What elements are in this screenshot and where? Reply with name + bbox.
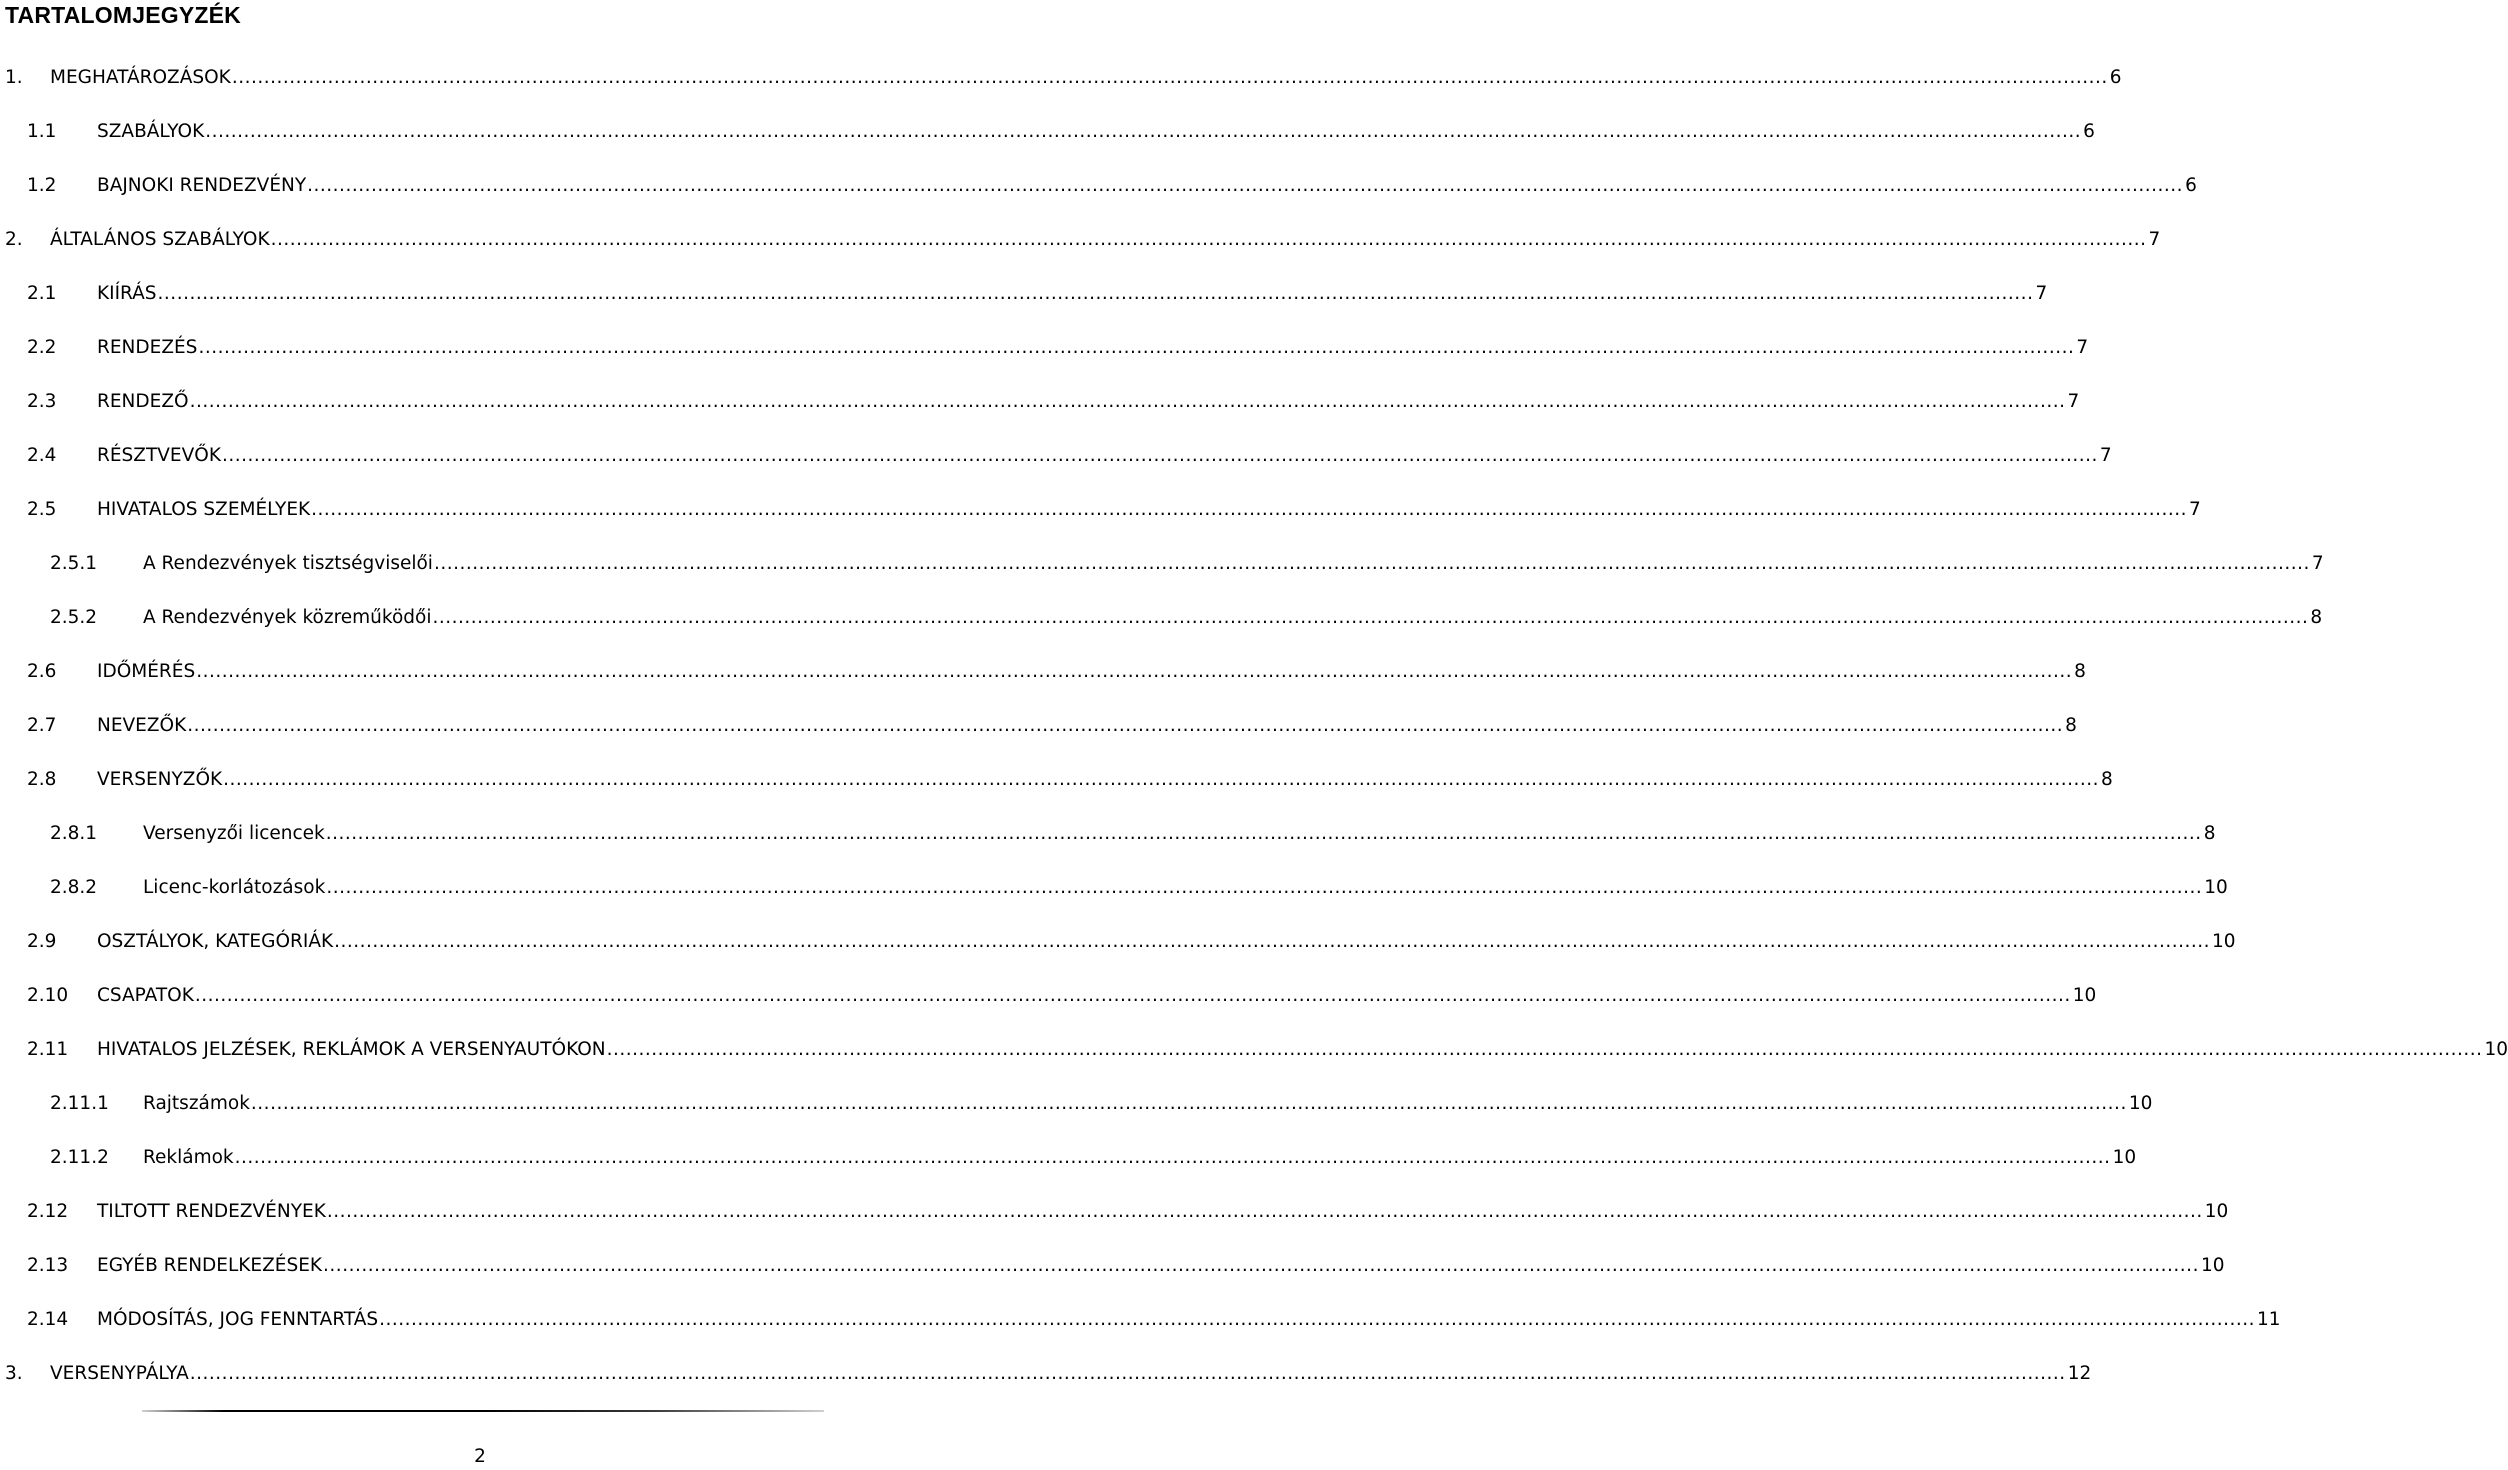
toc-entry[interactable] [0, 332, 2089, 386]
toc-entry-label: OSZTÁLYOK, KATEGÓRIÁK [97, 931, 334, 952]
toc-entry[interactable] [0, 1358, 2092, 1412]
toc-entry-page: 6 [2185, 175, 2197, 196]
toc-entry-page: 7 [2099, 445, 2112, 466]
toc-dot-leader [223, 764, 2099, 796]
toc-entry-label: RENDEZÉS [97, 337, 198, 358]
toc-entry[interactable] [0, 1196, 2229, 1250]
toc-entry-label: NEVEZŐK [97, 715, 187, 736]
toc-entry-page: 10 [2212, 931, 2236, 952]
toc-entry-number: 2.11.2 [50, 1147, 109, 1168]
toc-entry-line [97, 332, 2089, 364]
toc-entry[interactable] [0, 980, 2097, 1034]
toc-dot-leader [307, 170, 2183, 202]
toc-entry-number: 2.5.1 [50, 553, 98, 574]
toc-entry-line [97, 980, 2097, 1012]
toc-entry-page: 7 [2076, 337, 2089, 358]
toc-entry-number: 2.6 [27, 661, 57, 682]
toc-entry-number: 2.11 [27, 1039, 69, 1060]
toc-dot-leader [607, 1034, 2483, 1066]
toc-entry-number: 2.12 [27, 1201, 69, 1222]
toc-entry-page: 10 [2112, 1147, 2137, 1168]
toc-entry-number: 2.2 [27, 337, 57, 358]
toc-dot-leader [379, 1304, 2255, 1336]
toc-entry-label: RÉSZTVEVŐK [97, 445, 221, 466]
toc-entry-line [143, 548, 2324, 580]
toc-entry[interactable] [0, 1034, 2508, 1088]
toc-entry[interactable] [0, 1304, 2281, 1358]
toc-entry[interactable] [0, 548, 2324, 602]
toc-entry-number: 3. [5, 1363, 23, 1384]
toc-dot-leader [205, 116, 2081, 148]
toc-entry-page: 10 [2484, 1039, 2508, 1060]
toc-entry-label: CSAPATOK [97, 985, 194, 1006]
toc-dot-leader [434, 548, 2310, 580]
toc-entry-number: 2.4 [27, 445, 57, 466]
toc-entry-label: RENDEZŐ [97, 391, 189, 412]
toc-entry-page: 12 [2067, 1363, 2092, 1384]
toc-entry-line [97, 1304, 2281, 1336]
toc-entry-number: 2.5.2 [50, 607, 98, 628]
toc-entry-line [143, 602, 2323, 634]
toc-entry-page: 8 [2074, 661, 2086, 682]
toc-dot-leader [196, 656, 2072, 688]
toc-entry-line [97, 1250, 2225, 1282]
toc-entry-line [97, 440, 2112, 472]
toc-entry-label: IDŐMÉRÉS [97, 661, 196, 682]
toc-title: TARTALOMJEGYZÉK [5, 2, 241, 28]
toc-entry-page: 7 [2148, 229, 2161, 250]
toc-entry-line [97, 386, 2080, 418]
toc-entry[interactable] [0, 818, 2216, 872]
toc-entry-number: 2.8 [27, 769, 57, 790]
toc-entry[interactable] [0, 440, 2112, 494]
toc-entry-page: 7 [2067, 391, 2080, 412]
toc-entry[interactable] [0, 764, 2113, 818]
toc-entry[interactable] [0, 872, 2228, 926]
toc-entry-number: 2. [5, 229, 23, 250]
toc-entry-page: 10 [2204, 877, 2228, 898]
toc-dot-leader [323, 1250, 2199, 1282]
toc-entry-line [97, 170, 2197, 202]
toc-dot-leader [190, 1358, 2066, 1390]
toc-entry-page: 8 [2203, 823, 2216, 844]
toc-dot-leader [232, 62, 2108, 94]
toc-dot-leader [334, 926, 2210, 958]
toc-entry-line [50, 1358, 2092, 1390]
toc-dot-leader [271, 224, 2147, 256]
toc-entry-line [97, 1034, 2508, 1066]
toc-entry-label: Rajtszámok [143, 1093, 250, 1114]
footer-rule [142, 1410, 824, 1412]
toc-entry-line [50, 224, 2161, 256]
toc-dot-leader [326, 872, 2202, 904]
toc-entry-label: MÓDOSÍTÁS, JOG FENNTARTÁS [97, 1309, 379, 1330]
toc-entry-line [143, 1088, 2153, 1120]
toc-entry-label: BAJNOKI RENDEZVÉNY [97, 175, 307, 196]
toc-entry-line [97, 278, 2048, 310]
toc-entry-page: 11 [2257, 1309, 2281, 1330]
toc-entry-line [97, 710, 2077, 742]
toc-dot-leader [327, 1196, 2203, 1228]
toc-entry[interactable] [0, 656, 2086, 710]
toc-entry-number: 2.8.1 [50, 823, 98, 844]
toc-entry[interactable] [0, 602, 2323, 656]
toc-entry-line [97, 926, 2236, 958]
toc-entry[interactable] [0, 278, 2048, 332]
toc-entry-page: 7 [2311, 553, 2324, 574]
toc-entry-label: ÁLTALÁNOS SZABÁLYOK [50, 229, 270, 250]
toc-dot-leader [198, 332, 2074, 364]
toc-entry-label: SZABÁLYOK [97, 121, 205, 142]
toc-entry-page: 8 [2101, 769, 2113, 790]
toc-dot-leader [432, 602, 2308, 634]
toc-entry[interactable] [0, 1250, 2225, 1304]
toc-entry-number: 2.5 [27, 499, 57, 520]
toc-entry-page: 10 [2200, 1255, 2225, 1276]
toc-entry-number: 2.7 [27, 715, 57, 736]
toc-entry-label: MEGHATÁROZÁSOK [50, 67, 231, 88]
toc-entry-page: 7 [2189, 499, 2201, 520]
toc-entry[interactable] [0, 62, 2122, 116]
toc-entry-label: A Rendezvények tisztségviselői [143, 553, 433, 574]
toc-entry-label: VERSENYZŐK [97, 769, 223, 790]
toc-entry-line [97, 764, 2113, 796]
toc-dot-leader [311, 494, 2187, 526]
toc-entry-number: 2.10 [27, 985, 69, 1006]
toc-dot-leader [251, 1088, 2127, 1120]
toc-entry-label: TILTOTT RENDEZVÉNYEK [97, 1201, 326, 1222]
toc-list [0, 62, 2508, 1412]
toc-entry-page: 7 [2035, 283, 2048, 304]
toc-dot-leader [187, 710, 2063, 742]
toc-entry-line [97, 656, 2086, 688]
toc-entry[interactable] [0, 116, 2095, 170]
toc-entry-line [143, 872, 2228, 904]
toc-entry-page: 10 [2072, 985, 2097, 1006]
toc-entry[interactable] [0, 170, 2197, 224]
toc-entry-page: 6 [2083, 121, 2095, 142]
toc-entry-number: 2.3 [27, 391, 57, 412]
toc-entry-number: 1.2 [27, 175, 57, 196]
toc-entry-number: 2.11.1 [50, 1093, 109, 1114]
toc-entry[interactable] [0, 1088, 2153, 1142]
toc-entry-number: 2.8.2 [50, 877, 98, 898]
toc-entry-number: 2.14 [27, 1309, 69, 1330]
toc-entry[interactable] [0, 926, 2236, 980]
toc-entry-page: 6 [2109, 67, 2122, 88]
toc-entry-label: HIVATALOS JELZÉSEK, REKLÁMOK A VERSENYAUTÓKON [97, 1039, 606, 1060]
toc-entry-page: 10 [2204, 1201, 2229, 1222]
toc-entry-label: Reklámok [143, 1147, 234, 1168]
toc-entry-page: 10 [2128, 1093, 2153, 1114]
toc-entry-page: 8 [2065, 715, 2077, 736]
toc-entry[interactable] [0, 710, 2077, 764]
toc-entry-label: Licenc-korlátozások [143, 877, 326, 898]
toc-entry-line [50, 62, 2122, 94]
toc-entry-line [97, 1196, 2229, 1228]
page-number: 2 [474, 1446, 486, 1467]
toc-dot-leader [326, 818, 2202, 850]
toc-entry-label: A Rendezvények közreműködői [143, 607, 432, 628]
toc-entry-line [143, 1142, 2137, 1174]
toc-dot-leader [190, 386, 2066, 418]
toc-entry-page: 8 [2310, 607, 2323, 628]
toc-entry-label: VERSENYPÁLYA [50, 1363, 189, 1384]
toc-entry-line [97, 494, 2201, 526]
toc-entry[interactable] [0, 386, 2080, 440]
toc-entry-label: EGYÉB RENDELKEZÉSEK [97, 1255, 323, 1276]
toc-dot-leader [222, 440, 2098, 472]
toc-dot-leader [195, 980, 2071, 1012]
toc-entry-number: 2.1 [27, 283, 57, 304]
toc-entry[interactable] [0, 1142, 2137, 1196]
toc-entry[interactable] [0, 224, 2161, 278]
toc-entry-line [97, 116, 2095, 148]
toc-entry-number: 2.13 [27, 1255, 69, 1276]
toc-entry-label: KIÍRÁS [97, 283, 157, 304]
toc-entry-label: HIVATALOS SZEMÉLYEK [97, 499, 311, 520]
toc-entry-line [143, 818, 2216, 850]
toc-entry-number: 2.9 [27, 931, 57, 952]
toc-entry-label: Versenyzői licencek [143, 823, 325, 844]
toc-entry-number: 1. [5, 67, 23, 88]
toc-entry-number: 1.1 [27, 121, 57, 142]
toc-dot-leader [235, 1142, 2111, 1174]
toc-entry[interactable] [0, 494, 2201, 548]
toc-dot-leader [158, 278, 2034, 310]
